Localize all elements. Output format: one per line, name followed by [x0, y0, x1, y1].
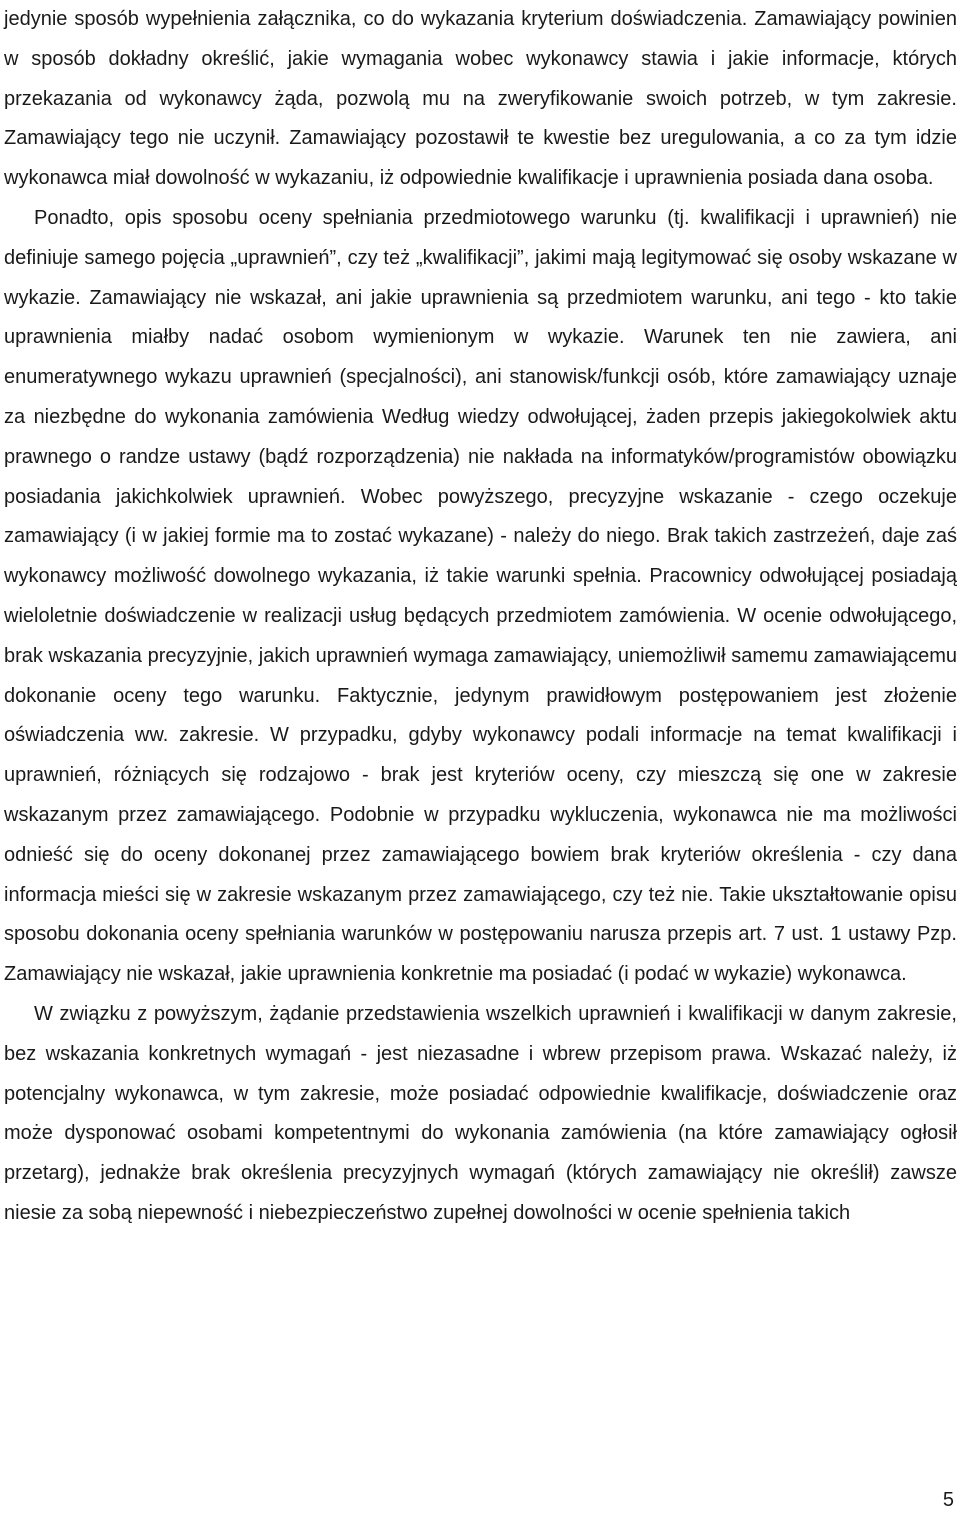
paragraph-1: jedynie sposób wypełnienia załącznika, co do wykazania kryterium doświadczenia. Zamawiający powinien w sposób dokładny określić, jakie wymagania wobec wykonawcy stawia i jakie informacje, których przekazania od wykonawcy żąda, pozwolą mu na zweryfikowanie swoich potrzeb, w tym zakresie. Zamawiający tego nie uczynił. Zamawiający pozostawił te kwestie bez uregulowania, a co za tym idzie wykonawca miał dowolność w wykazaniu, iż odpowiednie kwalifikacje i uprawnienia posiada dana osoba.: [4, 8, 957, 190]
document-body: [4, 0, 957, 1234]
paragraph-2: Ponadto, opis sposobu oceny spełniania przedmiotowego warunku (tj. kwalifikacji i uprawnień) nie definiuje samego pojęcia „uprawnień”, czy też „kwalifikacji”, jakimi mają legitymować się osoby wskazane w wykazie. Zamawiający nie wskazał, ani jakie uprawnienia są przedmiotem warunku, ani tego - kto takie uprawnienia miałby nadać osobom wymienionym w wykazie. Warunek ten nie zawiera, ani enumeratywnego wykazu uprawnień (specjalności), ani stanowisk/funkcji osób, które zamawiający uznaje za niezbędne do wykonania zamówienia Według wiedzy odwołującej, żaden przepis jakiegokolwiek aktu prawnego o randze ustawy (bądź rozporządzenia) nie nakłada na informatyków/programistów obowiązku posiadania jakichkolwiek uprawnień. Wobec powyższego, precyzyjne wskazanie - czego oczekuje zamawiający (i w jakiej formie ma to zostać wykazane) - należy do niego. Brak takich zastrzeżeń, daje zaś wykonawcy możliwość dowolnego wykazania, iż takie warunki spełnia. Pracownicy odwołującej posiadają wieloletnie doświadczenie w realizacji usług będących przedmiotem zamówienia. W ocenie odwołującego, brak wskazania precyzyjnie, jakich uprawnień wymaga zamawiający, uniemożliwił samemu zamawiającemu dokonanie oceny tego warunku. Faktycznie, jedynym prawidłowym postępowaniem jest złożenie oświadczenia ww. zakresie. W przypadku, gdyby wykonawcy podali informacje na temat kwalifikacji i uprawnień, różniących się rodzajowo - brak jest kryteriów oceny, czy mieszczą się one w zakresie wskazanym przez zamawiającego. Podobnie w przypadku wykluczenia, wykonawca nie ma możliwości odnieść się do oceny dokonanej przez zamawiającego bowiem brak kryteriów określenia - czy dana informacja mieści się w zakresie wskazanym przez zamawiającego, czy też nie. Takie ukształtowanie opisu sposobu dokonania oceny spełniania warunków w postępowaniu narusza przepis art. 7 ust. 1 ustawy Pzp. Zamawiający nie wskazał, jakie uprawnienia konkretnie ma posiadać (i podać w wykazie) wykonawca.: [4, 206, 957, 986]
page-number: 5: [942, 1489, 954, 1511]
paragraph-3: W związku z powyższym, żądanie przedstawienia wszelkich uprawnień i kwalifikacji w danym zakresie, bez wskazania konkretnych wymagań - jest niezasadne i wbrew przepisom prawa. Wskazać należy, iż potencjalny wykonawca, w tym zakresie, może posiadać odpowiednie kwalifikacje, doświadczenie oraz może dysponować osobami kompetentnymi do wykonania zamówienia (na które zamawiający ogłosił przetarg), jednakże brak określenia precyzyjnych wymagań (których zamawiający nie określił) zawsze niesie za sobą niepewność i niebezpieczeństwo zupełnej dowolności w ocenie spełnienia takich: [4, 1002, 957, 1224]
